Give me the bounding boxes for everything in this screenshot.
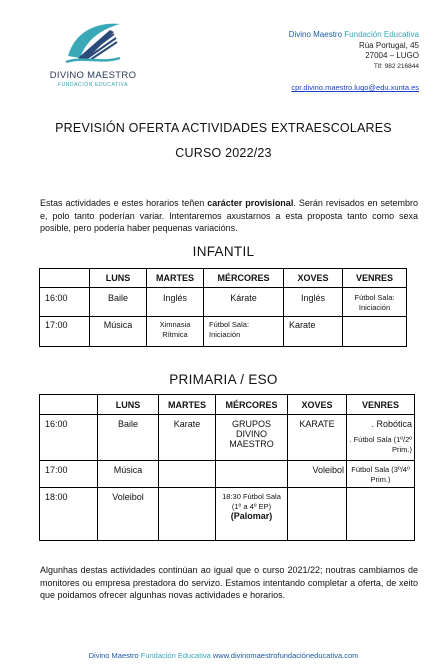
primaria-heading: PRIMARIA / ESO <box>169 372 278 387</box>
time-column-header <box>40 269 90 288</box>
closing-paragraph: Algunhas destas actividades continúan ao igual que o curso 2021/22; noutras cambiamos de monitores ou empresa prestadora do servizo. Estamos intentando completar a oferta, de xeito que poidamos ofrecer algunhas novas actividades e horarios. <box>40 565 418 600</box>
activity-cell: Voleibol <box>98 488 159 541</box>
table-header-row <box>40 395 415 415</box>
table-row <box>40 461 415 488</box>
column-header: MÉRCORES <box>216 395 288 415</box>
activity-cell: Karate <box>159 415 216 461</box>
activity-cell: Voleibol <box>288 461 347 488</box>
activity-cell: Baile <box>90 288 147 317</box>
table-row <box>40 317 407 347</box>
column-header: XOVES <box>288 395 347 415</box>
column-header: MARTES <box>159 395 216 415</box>
brand-name: Divino Maestro <box>288 30 343 39</box>
footer-accent: Fundación Educativa <box>140 651 211 660</box>
activity-cell: Kárate <box>204 288 284 317</box>
activity-cell: Fútbol Sala: Iniciación <box>204 317 284 347</box>
time-cell: 18:00 <box>40 488 98 541</box>
footer-brand: Divino Maestro <box>88 651 139 660</box>
brand-accent: Fundación Educativa <box>344 30 419 39</box>
column-header: MARTES <box>147 269 204 288</box>
primaria-schedule-table <box>39 394 415 541</box>
activity-cell <box>288 488 347 541</box>
infantil-heading: INFANTIL <box>192 244 255 259</box>
column-header: MÉRCORES <box>204 269 284 288</box>
provisional-emphasis: carácter provisional <box>207 198 294 208</box>
activity-cell: KARATE <box>288 415 347 461</box>
infantil-schedule-table <box>39 268 407 347</box>
activity-cell <box>347 415 415 461</box>
school-logo <box>38 18 148 88</box>
activity-cell: GRUPOS DIVINO MAESTRO <box>216 415 288 461</box>
intro-paragraph: Estas actividades e estes horarios teñen carácter provisional. Serán revisados en setembro e, polo tanto poderían variar. Intentaremos axustarnos a esta proposta tanto como sexa posible, pero podería haber pequenas variacións. <box>40 198 418 233</box>
page-footer <box>0 651 447 660</box>
activity-cell <box>159 461 216 488</box>
activity-cell <box>347 488 415 541</box>
activity-cell: Ximnasia Rítmica <box>147 317 204 347</box>
activity-cell <box>216 488 288 541</box>
activity-cell: Karate <box>284 317 343 347</box>
activity-cell: Música <box>90 317 147 347</box>
column-header: VENRES <box>347 395 415 415</box>
time-cell: 17:00 <box>40 317 90 347</box>
activity-cell: Fútbol Sala (3º/4º Prim.) <box>347 461 415 488</box>
column-header: XOVES <box>284 269 343 288</box>
column-header: LUNS <box>90 269 147 288</box>
phone-number: Tlf: 982 216844 <box>373 62 419 70</box>
activity-cell: Inglés <box>147 288 204 317</box>
activity-location: (Palomar) <box>230 511 273 521</box>
activity-futbol-sala: 18:30 Fútbol Sala (1º a 4º EP) <box>222 492 281 511</box>
column-header: LUNS <box>98 395 159 415</box>
time-column-header <box>40 395 98 415</box>
address-street: Rúa Portugal, 45 <box>358 40 419 50</box>
address-city: 27004 – LUGO <box>365 51 419 61</box>
table-header-row <box>40 269 407 288</box>
column-header: VENRES <box>343 269 407 288</box>
brand-line <box>289 30 419 41</box>
table-row <box>40 415 415 461</box>
activity-cell: Inglés <box>284 288 343 317</box>
activity-cell: Baile <box>98 415 159 461</box>
activity-cell: Fútbol Sala: Iniciación <box>343 288 407 317</box>
activity-cell <box>343 317 407 347</box>
document-subtitle: CURSO 2022/23 <box>175 146 272 160</box>
time-cell: 16:00 <box>40 415 98 461</box>
school-emblem-icon <box>62 18 124 68</box>
time-cell: 17:00 <box>40 461 98 488</box>
activity-robotica: . Robótica <box>371 419 412 429</box>
logo-subtitle: FUNDACIÓN EDUCATIVA <box>57 82 129 88</box>
table-row <box>40 288 407 317</box>
table-row <box>40 488 415 541</box>
email-link[interactable]: cpr.divino.maestro.lugo@edu.xunta.es <box>291 83 419 93</box>
activity-cell <box>216 461 288 488</box>
activity-cell <box>159 488 216 541</box>
school-address <box>289 30 419 94</box>
footer-website-link[interactable]: www.divinomaestrofundacióneducativa.com <box>212 651 359 660</box>
activity-cell: Música <box>98 461 159 488</box>
time-cell: 16:00 <box>40 288 90 317</box>
logo-name: DIVINO MAESTRO <box>49 70 137 81</box>
document-title: PREVISIÓN OFERTA ACTIVIDADES EXTRAESCOLARES <box>55 121 392 135</box>
activity-futbol-sala: . Fútbol Sala (1º/2º Prim.) <box>349 435 412 454</box>
